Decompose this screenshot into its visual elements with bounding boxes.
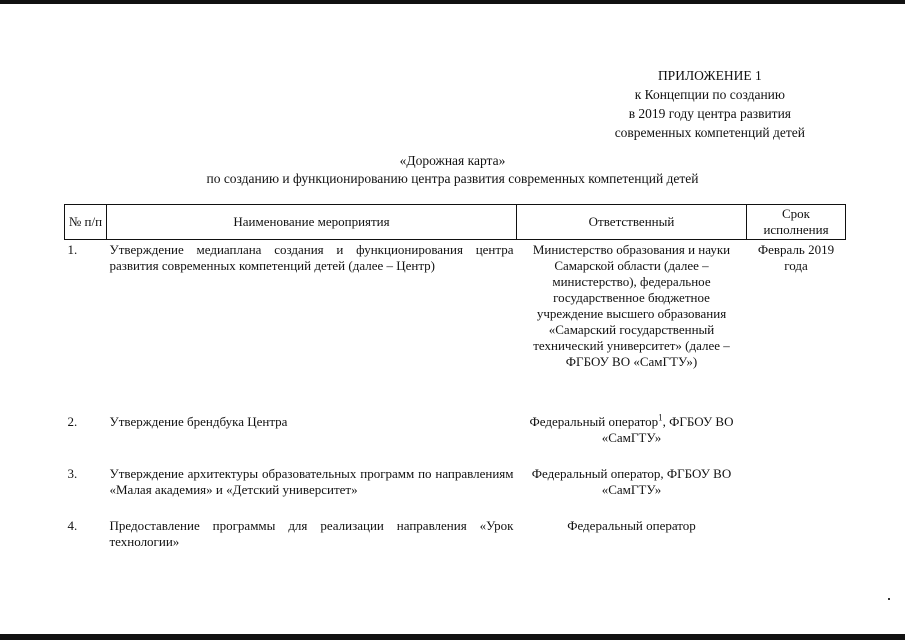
header-deadline: Срок исполнения [747,205,846,240]
responsible-text: Федеральный оператор, ФГБОУ ВО «СамГТУ» [531,465,732,497]
title-line-1: «Дорожная карта» [399,153,506,168]
row-num: 3. [67,465,78,481]
table-header-row [65,205,846,240]
row-activity: Утверждение брендбука Центра [109,413,288,429]
row-deadline [747,464,846,516]
appendix-line: к Концепции по созданию [634,87,785,102]
table-row [65,240,846,412]
row-responsible [517,516,747,556]
footnote-marker: 1 [658,412,663,423]
row-activity: Утверждение медиаплана создания и функционирования центра развития современных компетенций детей (далее – Центр) [109,242,514,273]
appendix-line: современных компетенций детей [614,125,805,140]
row-responsible [517,464,747,516]
scan-top-edge [0,0,905,4]
row-deadline [747,412,846,464]
table-row [65,412,846,464]
row-deadline [747,516,846,556]
responsible-text: Федеральный оператор [567,517,696,533]
roadmap-table [64,204,846,556]
row-deadline: Февраль 2019 года [757,242,835,273]
header-name: Наименование мероприятия [107,205,517,240]
responsible-text: Федеральный оператор [529,413,659,429]
title-line-2: по созданию и функционированию центра развития современных компетенций детей [206,171,699,186]
row-activity: Утверждение архитектуры образовательных программ по направлениям «Малая академия» и «Детский университет» [109,465,514,497]
row-responsible [517,412,747,464]
row-responsible [517,240,747,412]
row-num: 4. [67,517,78,533]
responsible-tail: , ФГБОУ ВО «СамГТУ» [601,413,734,445]
row-num: 2. [67,413,78,429]
table-row [65,516,846,556]
scan-bottom-edge [0,634,905,640]
appendix-line: в 2019 году центра развития [628,106,791,121]
responsible-text: Министерство образования и науки Самарской области (далее – министерство), федеральное государственное бюджетное учреждение высшего образования «Самарский государственный технический университет» (далее – ФГБОУ ВО «СамГТУ») [532,242,731,369]
appendix-heading [615,66,805,142]
header-responsible: Ответственный [517,205,747,240]
row-activity: Предоставление программы для реализации направления «Урок технологии» [109,517,514,549]
appendix-line: ПРИЛОЖЕНИЕ 1 [657,68,762,83]
row-num: 1. [67,242,78,257]
header-num: № п/п [65,205,107,240]
document-title [0,152,905,188]
scan-speck [888,598,890,600]
table-row [65,464,846,516]
